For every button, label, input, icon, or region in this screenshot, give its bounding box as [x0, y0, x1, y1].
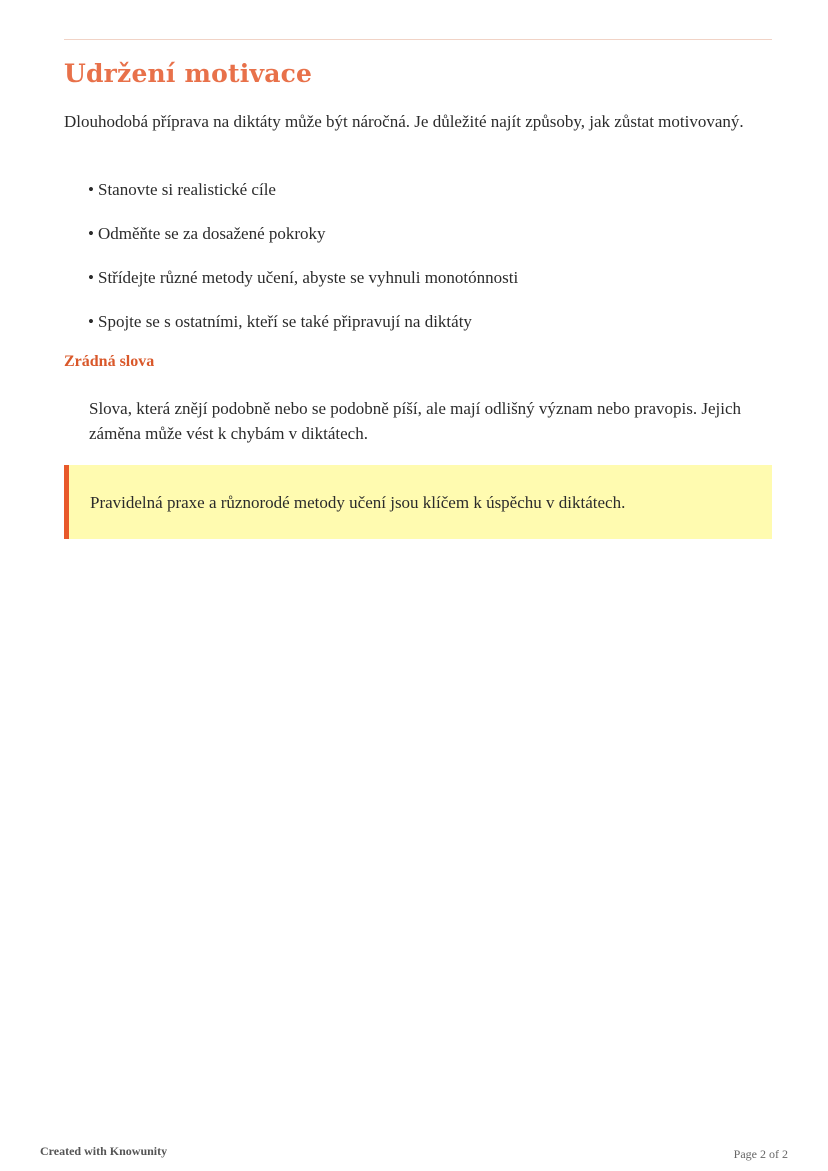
bullet-marker: •: [88, 312, 94, 331]
list-item-text: Spojte se s ostatními, kteří se také připravují na diktáty: [98, 312, 472, 331]
list-item-text: Stanovte si realistické cíle: [98, 180, 276, 199]
intro-paragraph: Dlouhodobá příprava na diktáty může být náročná. Je důležité najít způsoby, jak zůstat motivovaný.: [64, 112, 744, 131]
term-title: Zrádná slova: [64, 353, 155, 370]
bullet-marker: •: [88, 268, 94, 287]
footer-credit: Created with Knowunity: [40, 1144, 168, 1158]
list-item: [88, 266, 518, 310]
bullet-marker: •: [88, 224, 94, 243]
term-definition: Slova, která znějí podobně nebo se podobně píší, ale mají odlišný význam nebo pravopis. Jejich záměna může vést k chybám v diktátech.: [89, 399, 741, 443]
list-item: [88, 222, 518, 266]
list-item-text: Střídejte různé metody učení, abyste se vyhnuli monotónnosti: [98, 268, 519, 287]
page-number: Page 2 of 2: [733, 1147, 788, 1161]
callout-text: Pravidelná praxe a různorodé metody učení jsou klíčem k úspěchu v diktátech.: [90, 493, 626, 512]
top-divider: [64, 39, 772, 40]
highlight-callout: [64, 465, 772, 539]
bullet-marker: •: [88, 180, 94, 199]
list-item: [88, 310, 518, 354]
list-item-text: Odměňte se za dosažené pokroky: [98, 224, 326, 243]
tips-list: [88, 178, 518, 354]
list-item: [88, 178, 518, 222]
section-title: Udržení motivace: [64, 59, 313, 88]
